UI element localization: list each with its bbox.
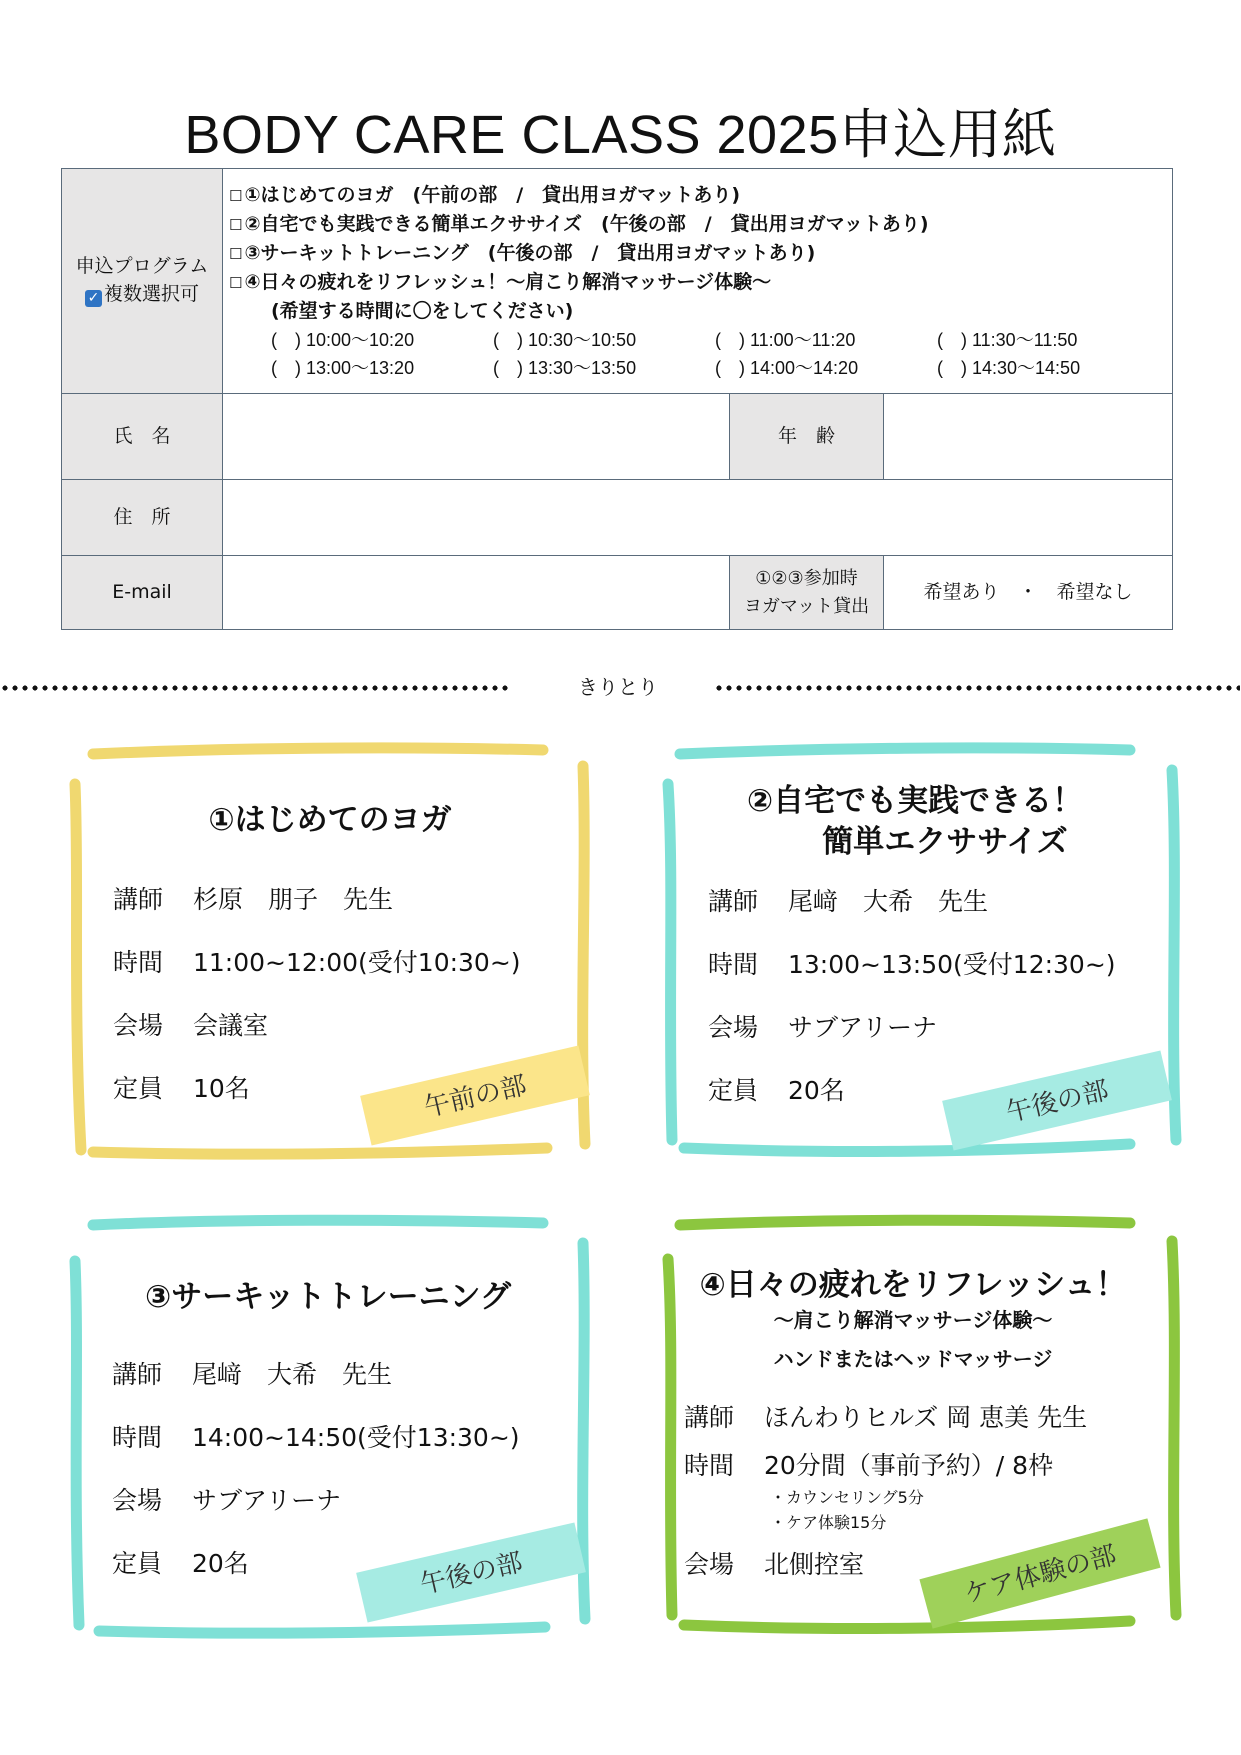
time-value: 13:00~13:50(受付12:30~) [788, 950, 1116, 979]
field-key: 講師 [112, 1360, 163, 1389]
capacity-value: 20名 [192, 1549, 249, 1578]
session-tag: 午後の部 [356, 1522, 586, 1622]
class-card-circuit [63, 1215, 593, 1635]
field-key: 会場 [684, 1550, 735, 1579]
name-label: 氏 名 [61, 393, 223, 480]
field-key: 時間 [708, 950, 759, 979]
instructor-value: 尾﨑 大希 先生 [192, 1360, 393, 1389]
field-key: 定員 [112, 1549, 163, 1578]
venue-row [684, 1545, 864, 1581]
venue-value: サブアリーナ [192, 1486, 342, 1515]
field-key: 講師 [113, 885, 164, 914]
time-slot[interactable]: ( ) 11:30～11:50 [937, 330, 1078, 350]
capacity-row [708, 1071, 845, 1107]
program-option-4[interactable] [229, 268, 1159, 297]
venue-row [112, 1481, 341, 1517]
time-slot[interactable]: ( ) 10:00～10:20 [271, 330, 415, 350]
instructor-row [113, 880, 393, 916]
time-slot[interactable]: ( ) 14:00～14:20 [715, 358, 859, 378]
email-label: E-mail [61, 555, 223, 630]
instructor-row [112, 1355, 392, 1391]
age-field[interactable] [883, 393, 1173, 480]
field-key: 講師 [684, 1403, 735, 1432]
field-key: 時間 [684, 1451, 735, 1480]
capacity-row [112, 1544, 249, 1580]
field-key: 定員 [113, 1074, 164, 1103]
time-row [684, 1446, 1053, 1482]
cut-line-right [714, 684, 1240, 692]
card-subtitle: ～肩こり解消マッサージ体験～ [773, 1308, 1053, 1332]
time-value: 11:00~12:00(受付10:30~) [193, 948, 521, 977]
time-slot[interactable]: ( ) 11:00～11:20 [715, 330, 856, 350]
time-slots [229, 326, 1159, 382]
session-tag: ケア体験の部 [919, 1518, 1160, 1628]
field-key: 会場 [708, 1013, 759, 1042]
class-card-exercise [660, 740, 1190, 1160]
program-option-1[interactable] [229, 181, 1159, 210]
capacity-value: 20名 [788, 1076, 845, 1105]
venue-value: 会議室 [193, 1011, 269, 1040]
address-label: 住 所 [61, 479, 223, 556]
checkbox-checked-icon: ✓ [85, 290, 102, 307]
time-slot[interactable]: ( ) 13:30～13:50 [493, 358, 637, 378]
program-option-2[interactable] [229, 210, 1159, 239]
class-card-massage [660, 1215, 1190, 1635]
time-value: 20分間（事前予約）/ 8枠 [764, 1451, 1054, 1480]
time-row [113, 943, 521, 979]
capacity-value: 10名 [193, 1074, 250, 1103]
class-card-yoga [65, 740, 595, 1160]
mat-rental-label [729, 555, 884, 630]
session-tag: 午後の部 [942, 1050, 1172, 1150]
program-label: 申込プログラム [75, 255, 209, 278]
program-option-label: ①はじめてのヨガ (午前の部 / 貸出用ヨガマットあり) [244, 184, 741, 206]
venue-value: 北側控室 [764, 1550, 865, 1579]
card-subtitle-2: ハンドまたはヘッドマッサージ [773, 1347, 1053, 1371]
age-label: 年 齢 [729, 393, 884, 480]
field-key: 講師 [708, 887, 759, 916]
time-slot[interactable]: ( ) 14:30～14:50 [937, 358, 1081, 378]
cut-line-left [0, 684, 508, 692]
slot-row-afternoon [229, 354, 1159, 382]
time-row [112, 1418, 520, 1454]
mat-rental-options[interactable]: 希望あり ・ 希望なし [883, 555, 1173, 630]
program-options-cell [222, 168, 1173, 394]
card-title: ④日々の疲れをリフレッシュ！ [699, 1267, 1127, 1303]
multi-select-note [85, 281, 199, 309]
program-label-cell [61, 168, 223, 394]
instructor-row [684, 1398, 1087, 1434]
session-tag: 午前の部 [360, 1045, 590, 1145]
field-key: 定員 [708, 1076, 759, 1105]
application-form [61, 168, 1173, 630]
page-title: BODY CARE CLASS 2025申込用紙 [184, 105, 1057, 165]
card-title: ③サーキットトレーニング [144, 1279, 511, 1315]
checkbox-icon[interactable]: ☐ [229, 187, 243, 205]
card-title-line2: 簡単エクササイズ [822, 824, 1068, 860]
field-key: 会場 [113, 1011, 164, 1040]
program-option-label: ④日々の疲れをリフレッシュ！～肩こり解消マッサージ体験～ [244, 271, 772, 293]
time-row [708, 945, 1116, 981]
time-hint: (希望する時間に〇をしてください) [271, 300, 574, 322]
detail-note-2: ・ケア体験15分 [770, 1513, 887, 1532]
venue-row [113, 1006, 268, 1042]
field-key: 時間 [112, 1423, 163, 1452]
checkbox-icon[interactable]: ☐ [229, 216, 243, 234]
checkbox-icon[interactable]: ☐ [229, 274, 243, 292]
email-field[interactable] [222, 555, 730, 630]
detail-note-1: ・カウンセリング5分 [770, 1488, 924, 1507]
card-title-line1: ②自宅でも実践できる！ [746, 783, 1084, 819]
instructor-row [708, 882, 988, 918]
cut-label: きりとり [578, 675, 658, 699]
venue-row [708, 1008, 937, 1044]
name-field[interactable] [222, 393, 730, 480]
program-option-3[interactable] [229, 239, 1159, 268]
time-slot[interactable]: ( ) 10:30～10:50 [493, 330, 637, 350]
field-key: 時間 [113, 948, 164, 977]
instructor-value: 杉原 朋子 先生 [193, 885, 394, 914]
program-option-label: ②自宅でも実践できる簡単エクササイズ (午後の部 / 貸出用ヨガマットあり) [244, 213, 929, 235]
checkbox-icon[interactable]: ☐ [229, 245, 243, 263]
capacity-row [113, 1069, 250, 1105]
address-field[interactable] [222, 479, 1173, 556]
mat-label-line2: ヨガマット貸出 [743, 595, 870, 617]
program-list [229, 181, 1159, 325]
instructor-value: ほんわりヒルズ 岡 恵美 先生 [764, 1403, 1088, 1432]
time-value: 14:00~14:50(受付13:30~) [192, 1423, 520, 1452]
slot-row-morning [229, 326, 1159, 354]
card-title: ①はじめてのヨガ [208, 802, 452, 838]
mat-label-line1: ①②③参加時 [755, 567, 858, 589]
time-slot[interactable]: ( ) 13:00～13:20 [271, 358, 415, 378]
instructor-value: 尾﨑 大希 先生 [788, 887, 989, 916]
venue-value: サブアリーナ [788, 1013, 938, 1042]
multi-select-label: 複数選択可 [103, 283, 199, 305]
program-option-label: ③サーキットトレーニング (午後の部 / 貸出用ヨガマットあり) [244, 242, 816, 264]
field-key: 会場 [112, 1486, 163, 1515]
